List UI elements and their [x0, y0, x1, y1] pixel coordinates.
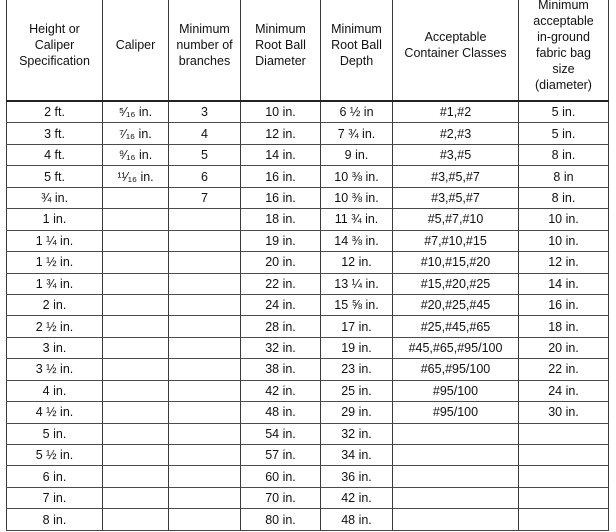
cell-minimum-number-of-branches [169, 423, 241, 444]
cell-caliper [103, 273, 169, 294]
cell-minimum-root-ball-diameter: 70 in. [241, 487, 321, 508]
cell-minimum-root-ball-depth: 17 in. [321, 316, 393, 337]
column-header-line: Caliper [34, 37, 75, 52]
cell-caliper [103, 359, 169, 380]
table-row [7, 359, 609, 380]
table-row [7, 252, 609, 273]
column-header-minimum-root-ball-diameter [241, 0, 321, 101]
column-header-line: number of [176, 37, 233, 52]
cell-minimum-root-ball-diameter: 22 in. [241, 273, 321, 294]
cell-caliper: ¹¹⁄₁₆ in. [103, 166, 169, 187]
cell-acceptable-container-classes: #65,#95/100 [393, 359, 519, 380]
column-header-line: Diameter [255, 53, 306, 68]
column-header-line: Depth [339, 53, 374, 68]
cell-minimum-root-ball-depth: 36 in. [321, 466, 393, 487]
column-header-line: fabric bag [536, 45, 591, 60]
column-header-line: Root Ball [255, 37, 306, 52]
table-row [7, 402, 609, 423]
column-header-line: Root Ball [331, 37, 382, 52]
column-header-acceptable-container-classes [393, 0, 519, 101]
cell-minimum-root-ball-depth: 13 ¼ in. [321, 273, 393, 294]
table-header [7, 0, 609, 101]
table-row [7, 230, 609, 251]
cell-acceptable-container-classes [393, 466, 519, 487]
cell-acceptable-container-classes: #95/100 [393, 402, 519, 423]
cell-minimum-root-ball-depth: 6 ½ in [321, 101, 393, 123]
cell-minimum-root-ball-depth: 42 in. [321, 487, 393, 508]
cell-minimum-fabric-bag-size [519, 466, 609, 487]
cell-acceptable-container-classes: #3,#5,#7 [393, 166, 519, 187]
cell-minimum-number-of-branches: 4 [169, 123, 241, 144]
column-header-line: Height or [29, 21, 80, 36]
cell-height-or-caliper-specification: 4 ½ in. [7, 402, 103, 423]
cell-minimum-root-ball-depth: 25 in. [321, 380, 393, 401]
cell-minimum-root-ball-diameter: 12 in. [241, 123, 321, 144]
cell-minimum-number-of-branches [169, 252, 241, 273]
cell-caliper [103, 380, 169, 401]
cell-minimum-root-ball-depth: 11 ¾ in. [321, 209, 393, 230]
cell-caliper [103, 252, 169, 273]
cell-height-or-caliper-specification: 3 ft. [7, 123, 103, 144]
column-header-line: branches [178, 53, 231, 68]
cell-minimum-number-of-branches: 5 [169, 144, 241, 165]
cell-minimum-fabric-bag-size [519, 487, 609, 508]
column-header-line: Container Classes [404, 45, 507, 60]
cell-height-or-caliper-specification: 3 in. [7, 337, 103, 358]
cell-minimum-root-ball-diameter: 54 in. [241, 423, 321, 444]
cell-minimum-root-ball-depth: 34 in. [321, 445, 393, 466]
column-header-line: Specification [19, 53, 90, 68]
cell-acceptable-container-classes: #15,#20,#25 [393, 273, 519, 294]
cell-caliper [103, 445, 169, 466]
cell-minimum-fabric-bag-size [519, 509, 609, 530]
cell-minimum-number-of-branches: 3 [169, 101, 241, 123]
cell-caliper [103, 337, 169, 358]
column-header-line: (diameter) [535, 77, 592, 92]
cell-caliper [103, 487, 169, 508]
cell-acceptable-container-classes [393, 487, 519, 508]
cell-minimum-number-of-branches [169, 380, 241, 401]
cell-minimum-root-ball-depth: 14 ⅜ in. [321, 230, 393, 251]
cell-acceptable-container-classes: #7,#10,#15 [393, 230, 519, 251]
cell-minimum-fabric-bag-size: 18 in. [519, 316, 609, 337]
column-header-minimum-number-of-branches [169, 0, 241, 101]
cell-minimum-root-ball-depth: 10 ⅜ in. [321, 166, 393, 187]
cell-minimum-number-of-branches [169, 509, 241, 530]
column-header-height-or-caliper-specification [7, 0, 103, 101]
cell-minimum-number-of-branches [169, 487, 241, 508]
table-row [7, 316, 609, 337]
cell-minimum-root-ball-diameter: 16 in. [241, 166, 321, 187]
cell-height-or-caliper-specification: 6 in. [7, 466, 103, 487]
cell-minimum-fabric-bag-size: 8 in [519, 166, 609, 187]
cell-caliper [103, 294, 169, 315]
cell-height-or-caliper-specification: 5 ½ in. [7, 445, 103, 466]
cell-caliper [103, 316, 169, 337]
cell-minimum-number-of-branches [169, 273, 241, 294]
cell-minimum-fabric-bag-size: 14 in. [519, 273, 609, 294]
cell-minimum-number-of-branches [169, 316, 241, 337]
cell-minimum-root-ball-diameter: 28 in. [241, 316, 321, 337]
cell-minimum-root-ball-depth: 10 ⅜ in. [321, 187, 393, 208]
cell-minimum-root-ball-diameter: 20 in. [241, 252, 321, 273]
column-header-line: Acceptable [424, 29, 487, 44]
cell-minimum-root-ball-diameter: 57 in. [241, 445, 321, 466]
nursery-stock-spec-table [6, 0, 609, 531]
cell-height-or-caliper-specification: 5 ft. [7, 166, 103, 187]
cell-height-or-caliper-specification: 1 ¼ in. [7, 230, 103, 251]
cell-acceptable-container-classes: #95/100 [393, 380, 519, 401]
cell-height-or-caliper-specification: 1 ½ in. [7, 252, 103, 273]
cell-minimum-number-of-branches [169, 337, 241, 358]
cell-caliper [103, 187, 169, 208]
cell-caliper [103, 509, 169, 530]
cell-minimum-root-ball-diameter: 48 in. [241, 402, 321, 423]
cell-height-or-caliper-specification: 2 ½ in. [7, 316, 103, 337]
column-header-line: Caliper [115, 37, 156, 52]
table-row [7, 273, 609, 294]
table-row [7, 123, 609, 144]
cell-acceptable-container-classes: #1,#2 [393, 101, 519, 123]
column-header-line: acceptable [533, 13, 594, 28]
cell-caliper [103, 209, 169, 230]
cell-minimum-number-of-branches [169, 445, 241, 466]
cell-caliper: ⁹⁄₁₆ in. [103, 144, 169, 165]
cell-height-or-caliper-specification: 4 ft. [7, 144, 103, 165]
cell-minimum-root-ball-diameter: 18 in. [241, 209, 321, 230]
cell-minimum-root-ball-depth: 19 in. [321, 337, 393, 358]
table-row [7, 466, 609, 487]
cell-acceptable-container-classes: #5,#7,#10 [393, 209, 519, 230]
cell-minimum-root-ball-depth: 12 in. [321, 252, 393, 273]
cell-minimum-root-ball-diameter: 60 in. [241, 466, 321, 487]
cell-minimum-number-of-branches [169, 466, 241, 487]
cell-height-or-caliper-specification: 3 ½ in. [7, 359, 103, 380]
column-header-line: in-ground [537, 29, 590, 44]
cell-minimum-fabric-bag-size: 12 in. [519, 252, 609, 273]
table-row [7, 144, 609, 165]
cell-height-or-caliper-specification: 2 ft. [7, 101, 103, 123]
table-row [7, 294, 609, 315]
cell-minimum-root-ball-diameter: 38 in. [241, 359, 321, 380]
column-header-line: size [552, 61, 575, 76]
table-row [7, 423, 609, 444]
cell-minimum-fabric-bag-size [519, 423, 609, 444]
cell-minimum-root-ball-depth: 32 in. [321, 423, 393, 444]
column-header-line: Minimum [255, 21, 306, 36]
cell-height-or-caliper-specification: ¾ in. [7, 187, 103, 208]
column-header-line: Minimum [179, 21, 230, 36]
cell-minimum-number-of-branches: 7 [169, 187, 241, 208]
cell-minimum-fabric-bag-size: 8 in. [519, 187, 609, 208]
column-header-line: Minimum [538, 0, 589, 12]
cell-minimum-root-ball-diameter: 19 in. [241, 230, 321, 251]
table-row [7, 209, 609, 230]
cell-caliper [103, 466, 169, 487]
cell-height-or-caliper-specification: 2 in. [7, 294, 103, 315]
column-header-caliper [103, 0, 169, 101]
cell-minimum-root-ball-depth: 29 in. [321, 402, 393, 423]
table-row [7, 380, 609, 401]
cell-minimum-number-of-branches: 6 [169, 166, 241, 187]
cell-minimum-fabric-bag-size: 10 in. [519, 230, 609, 251]
cell-caliper: ⁵⁄₁₆ in. [103, 101, 169, 123]
cell-minimum-root-ball-diameter: 32 in. [241, 337, 321, 358]
column-header-line: Minimum [331, 21, 382, 36]
cell-acceptable-container-classes: #3,#5 [393, 144, 519, 165]
cell-minimum-root-ball-depth: 9 in. [321, 144, 393, 165]
cell-minimum-root-ball-depth: 7 ¾ in. [321, 123, 393, 144]
cell-acceptable-container-classes [393, 423, 519, 444]
cell-minimum-fabric-bag-size [519, 445, 609, 466]
cell-minimum-fabric-bag-size: 10 in. [519, 209, 609, 230]
cell-height-or-caliper-specification: 1 in. [7, 209, 103, 230]
cell-minimum-root-ball-diameter: 80 in. [241, 509, 321, 530]
cell-minimum-root-ball-depth: 48 in. [321, 509, 393, 530]
cell-minimum-number-of-branches [169, 402, 241, 423]
cell-minimum-fabric-bag-size: 5 in. [519, 123, 609, 144]
table-row [7, 445, 609, 466]
cell-acceptable-container-classes: #45,#65,#95/100 [393, 337, 519, 358]
cell-minimum-root-ball-diameter: 10 in. [241, 101, 321, 123]
cell-minimum-fabric-bag-size: 22 in. [519, 359, 609, 380]
cell-minimum-root-ball-diameter: 16 in. [241, 187, 321, 208]
cell-minimum-number-of-branches [169, 359, 241, 380]
cell-minimum-root-ball-depth: 15 ⅝ in. [321, 294, 393, 315]
cell-height-or-caliper-specification: 7 in. [7, 487, 103, 508]
cell-acceptable-container-classes: #25,#45,#65 [393, 316, 519, 337]
table-row [7, 101, 609, 123]
cell-minimum-number-of-branches [169, 209, 241, 230]
cell-minimum-root-ball-depth: 23 in. [321, 359, 393, 380]
cell-minimum-fabric-bag-size: 24 in. [519, 380, 609, 401]
table-body [7, 101, 609, 530]
cell-minimum-root-ball-diameter: 42 in. [241, 380, 321, 401]
cell-height-or-caliper-specification: 4 in. [7, 380, 103, 401]
cell-minimum-fabric-bag-size: 16 in. [519, 294, 609, 315]
table-row [7, 337, 609, 358]
table-row [7, 166, 609, 187]
cell-acceptable-container-classes: #2,#3 [393, 123, 519, 144]
cell-acceptable-container-classes: #3,#5,#7 [393, 187, 519, 208]
table-row [7, 487, 609, 508]
header-row [7, 0, 609, 101]
table-row [7, 509, 609, 530]
cell-acceptable-container-classes [393, 509, 519, 530]
cell-minimum-fabric-bag-size: 5 in. [519, 101, 609, 123]
cell-minimum-fabric-bag-size: 20 in. [519, 337, 609, 358]
cell-height-or-caliper-specification: 1 ¾ in. [7, 273, 103, 294]
cell-caliper [103, 423, 169, 444]
cell-acceptable-container-classes: #10,#15,#20 [393, 252, 519, 273]
cell-minimum-fabric-bag-size: 30 in. [519, 402, 609, 423]
column-header-minimum-root-ball-depth [321, 0, 393, 101]
cell-height-or-caliper-specification: 5 in. [7, 423, 103, 444]
cell-minimum-fabric-bag-size: 8 in. [519, 144, 609, 165]
cell-caliper [103, 402, 169, 423]
cell-height-or-caliper-specification: 8 in. [7, 509, 103, 530]
cell-minimum-number-of-branches [169, 230, 241, 251]
cell-minimum-number-of-branches [169, 294, 241, 315]
cell-minimum-root-ball-diameter: 14 in. [241, 144, 321, 165]
cell-caliper: ⁷⁄₁₆ in. [103, 123, 169, 144]
table-row [7, 187, 609, 208]
cell-acceptable-container-classes [393, 445, 519, 466]
cell-caliper [103, 230, 169, 251]
cell-acceptable-container-classes: #20,#25,#45 [393, 294, 519, 315]
cell-minimum-root-ball-diameter: 24 in. [241, 294, 321, 315]
column-header-minimum-fabric-bag-size [519, 0, 609, 101]
